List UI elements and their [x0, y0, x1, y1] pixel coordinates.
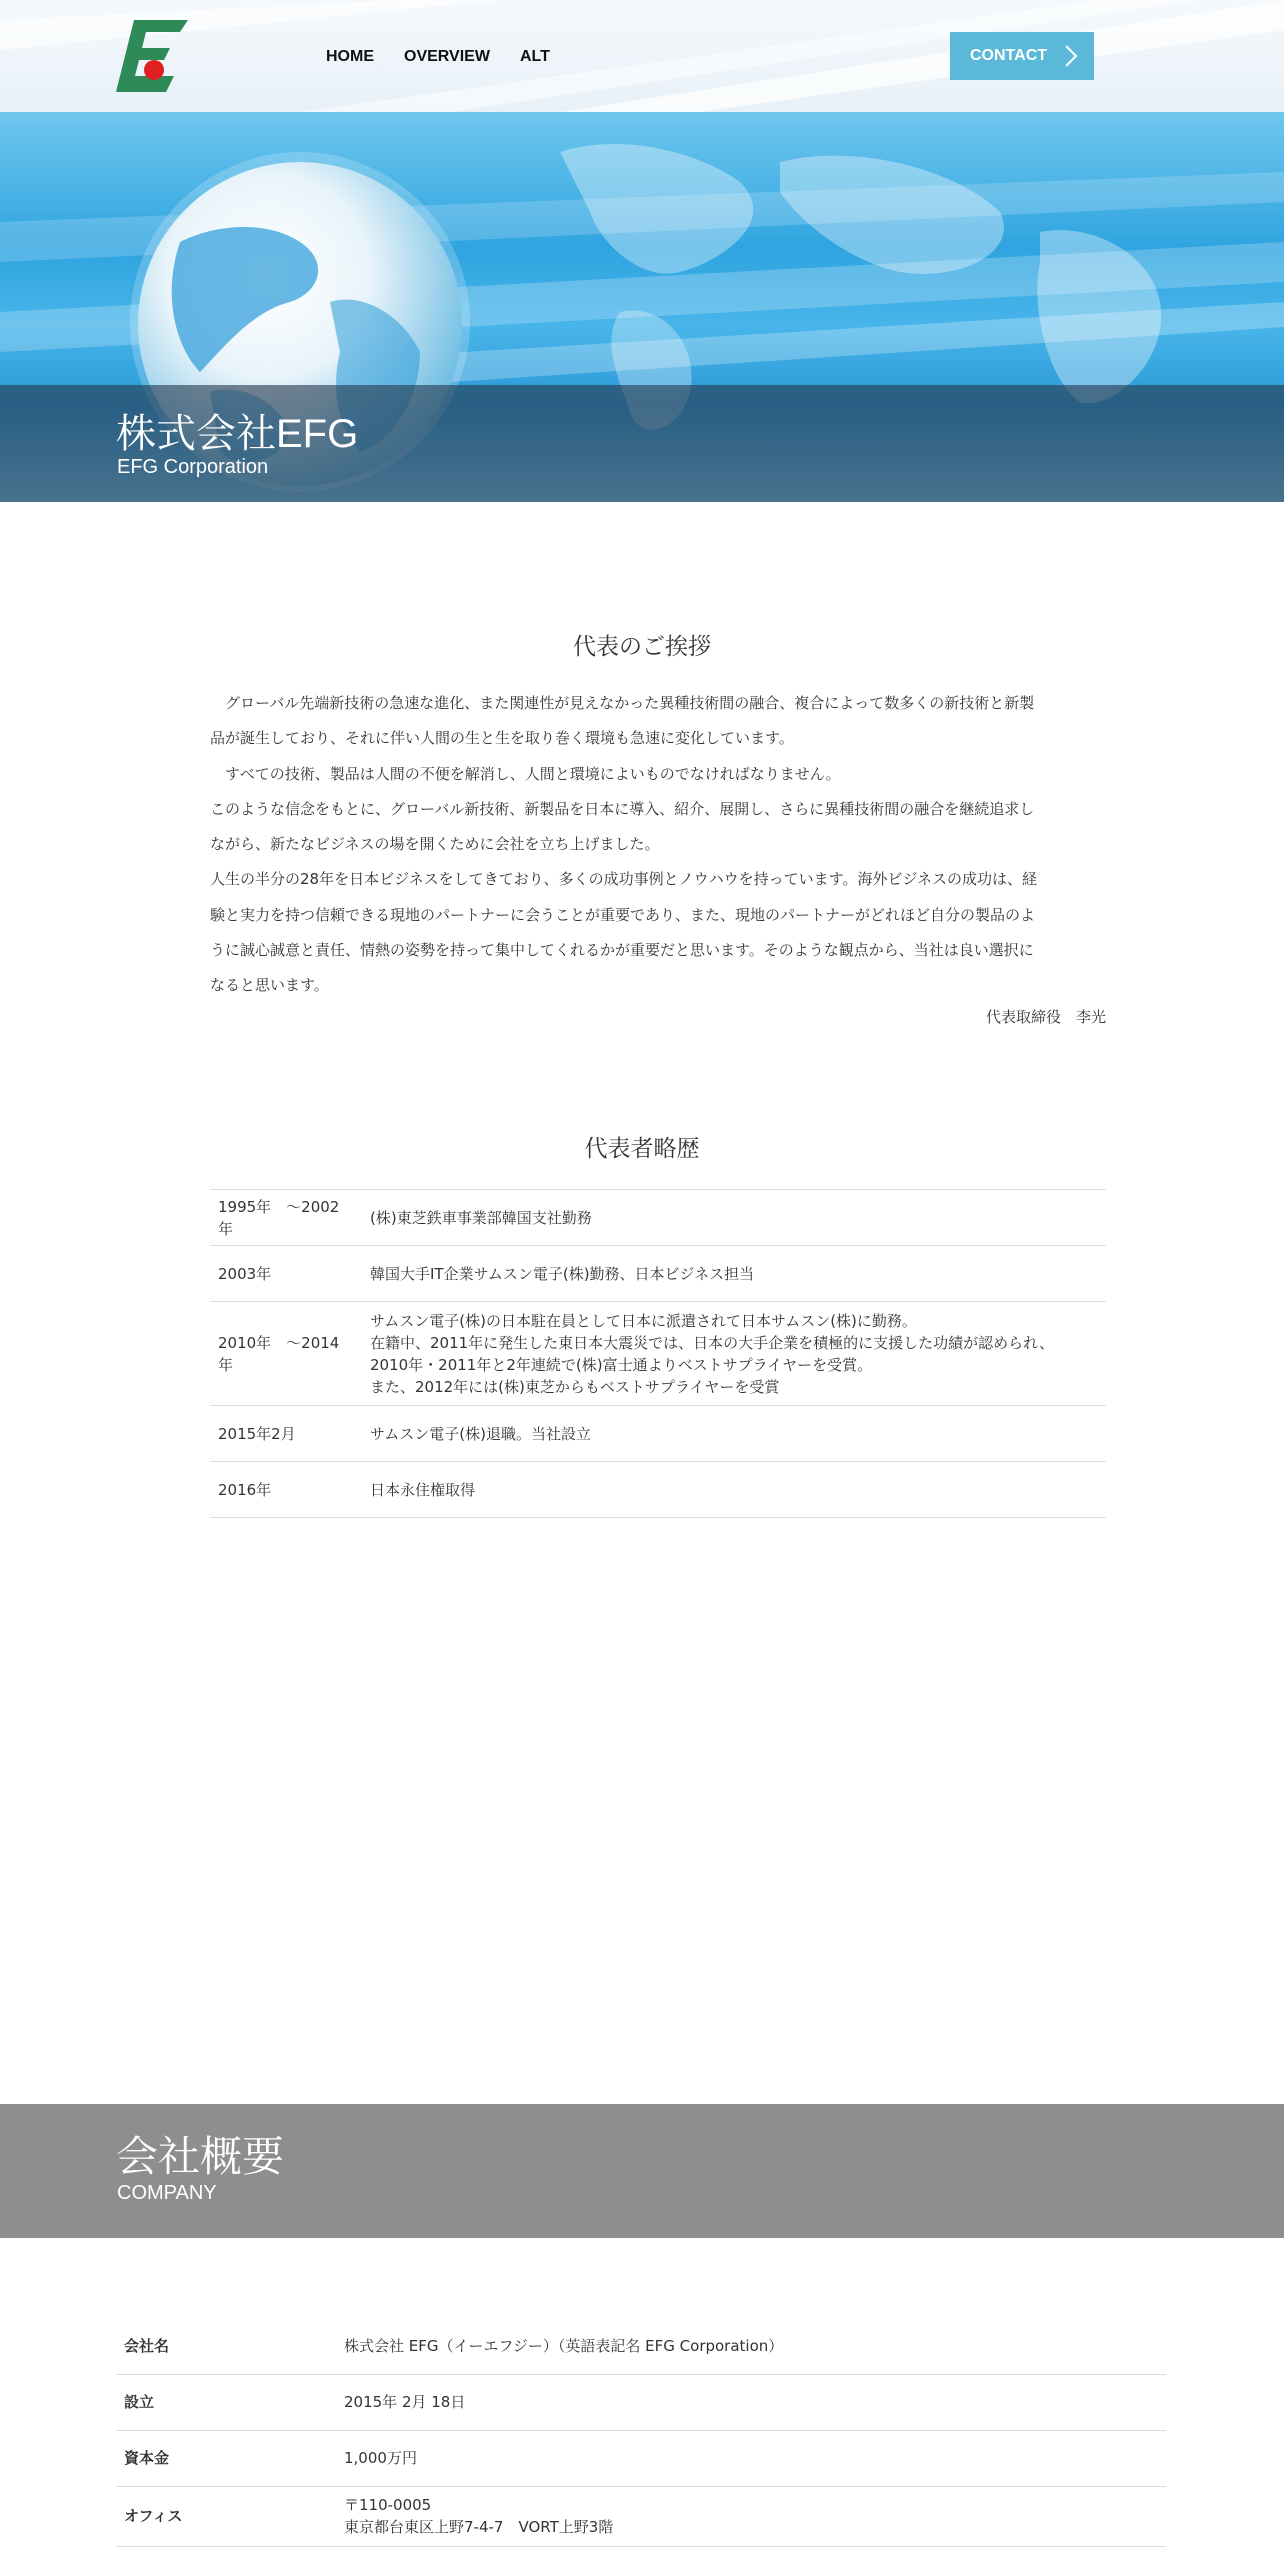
- greeting-line: うに誠心誠意と責任、情熱の姿勢を持って集中してくれるかが重要だと思います。そのような観点から、当社は良い選択に: [210, 941, 1034, 960]
- history-desc-line: 2010年・2011年と2年連続で(株)富士通よりベストサプライヤーを受賞。: [370, 1355, 873, 1374]
- history-desc-line: また、2012年には(株)東芝からもベストサプライヤーを受賞: [370, 1377, 780, 1396]
- history-year: 2003年: [210, 1246, 362, 1302]
- greeting-line: すべての技術、製品は人間の不便を解消し、人間と環境によいものでなければなりません。: [210, 764, 841, 783]
- history-year: 2015年2月: [210, 1406, 362, 1462]
- company-key: 設立: [116, 2374, 336, 2430]
- hero-banner: [0, 112, 1284, 502]
- history-desc-line: サムスン電子(株)の日本駐在員として日本に派遣されて日本サムスン(株)に勤務。: [370, 1311, 917, 1330]
- table-row: [116, 2374, 1166, 2430]
- table-row: [210, 1462, 1106, 1518]
- history-year: 2016年: [210, 1462, 362, 1518]
- table-row: [210, 1302, 1106, 1406]
- company-key: オフィス: [116, 2486, 336, 2546]
- table-row: [116, 2486, 1166, 2546]
- table-row: [210, 1190, 1106, 1246]
- nav-alt[interactable]: ALT: [519, 48, 550, 65]
- history-desc: 韓国大手IT企業サムスン電子(株)勤務、日本ビジネス担当: [362, 1246, 1106, 1302]
- hero-subtitle: EFG Corporation: [117, 456, 269, 478]
- table-row: [116, 2430, 1166, 2486]
- company-table: [116, 2318, 1166, 2547]
- company-value-line: 東京都台東区上野7-4-7 VORT上野3階: [344, 2518, 614, 2536]
- company-subtitle: COMPANY: [117, 2182, 217, 2204]
- greeting-line: グローバル先端新技術の急速な進化、また関連性が見えなかった異種技術間の融合、複合によって数多くの新技術と新製: [210, 694, 1035, 712]
- signature: 代表取締役 李光: [985, 1008, 1106, 1026]
- history-title: 代表者略歴: [584, 1136, 700, 1162]
- greeting-line: なると思います。: [210, 976, 329, 995]
- company-value: 2015年 2月 18日: [336, 2374, 1166, 2430]
- history-year: 1995年 〜2002年: [210, 1190, 362, 1246]
- table-row: [116, 2318, 1166, 2374]
- company-value-line: 〒110-0005: [344, 2496, 432, 2514]
- company-value: 1,000万円: [336, 2430, 1166, 2486]
- greeting-line: ながら、新たなビジネスの場を開くために会社を立ち上げました。: [210, 835, 660, 854]
- hero-title: 株式会社EFG: [116, 412, 359, 456]
- greeting-line: 験と実力を持つ信頼できる現地のパートナーに会うことが重要であり、また、現地のパートナーがどれほど自分の製品のよ: [210, 905, 1036, 924]
- company-key: 会社名: [116, 2318, 336, 2374]
- table-row: [210, 1246, 1106, 1302]
- history-desc: [362, 1302, 1106, 1406]
- nav-overview[interactable]: OVERVIEW: [404, 48, 490, 65]
- greeting-text: [210, 686, 1106, 1004]
- site-header: [0, 0, 1284, 112]
- company-value: [336, 2486, 1166, 2546]
- table-row: [210, 1406, 1106, 1462]
- greeting-line: 人生の半分の28年を日本ビジネスをしてきており、多くの成功事例とノウハウを持っています。海外ビジネスの成功は、経: [210, 870, 1037, 889]
- history-year: 2010年 〜2014年: [210, 1302, 362, 1406]
- company-key: 資本金: [116, 2430, 336, 2486]
- history-desc: サムスン電子(株)退職。当社設立: [362, 1406, 1106, 1462]
- company-value: 株式会社 EFG（イーエフジー）（英語表記名 EFG Corporation）: [336, 2318, 1166, 2374]
- chevron-right-icon: [1064, 44, 1078, 68]
- history-desc: (株)東芝鉄車事業部韓国支社勤務: [362, 1190, 1106, 1246]
- greeting-title: 代表のご挨拶: [573, 634, 711, 660]
- company-title: 会社概要: [116, 2132, 285, 2181]
- greeting-line: 品が誕生しており、それに伴い人間の生と生を取り巻く環境も急速に変化しています。: [210, 729, 794, 748]
- history-table: [210, 1189, 1106, 1518]
- efg-logo[interactable]: [116, 20, 188, 92]
- contact-button[interactable]: [950, 32, 1094, 80]
- greeting-line: このような信念をもとに、グローバル新技術、新製品を日本に導入、紹介、展開し、さらに異種技術間の融合を継続追求し: [210, 799, 1035, 818]
- nav-home[interactable]: HOME: [326, 48, 374, 65]
- main-nav: [326, 48, 550, 66]
- contact-button-label: CONTACT: [970, 47, 1048, 64]
- history-desc-line: 在籍中、2011年に発生した東日本大震災では、日本の大手企業を積極的に支援した功績が認められ、: [370, 1333, 1055, 1352]
- history-desc: 日本永住権取得: [362, 1462, 1106, 1518]
